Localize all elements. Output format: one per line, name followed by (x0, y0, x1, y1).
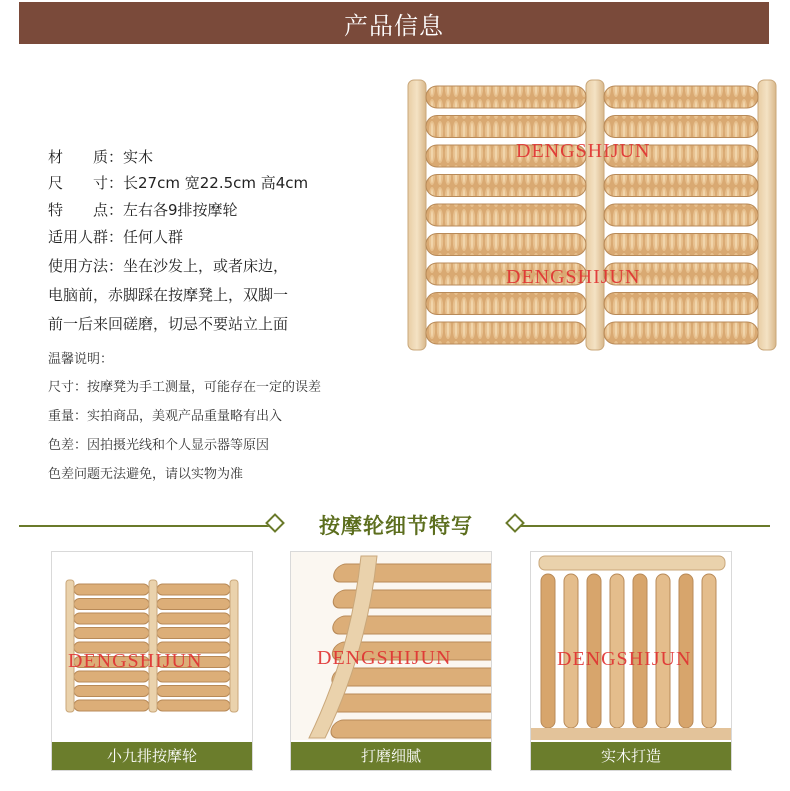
spec-material (48, 146, 153, 167)
section-title: 按摩轮细节特写 (319, 514, 473, 538)
massage-roller (74, 628, 149, 639)
detail-caption: 小九排按摩轮 (52, 742, 252, 770)
detail-caption: 实木打造 (531, 742, 731, 770)
note-title: 温馨说明： (48, 352, 114, 367)
massage-roller (329, 720, 491, 738)
massage-roller (157, 628, 230, 639)
spec-usage (48, 255, 288, 276)
massage-roller (604, 234, 758, 256)
spec-value: 长27cm 宽22.5cm 高4cm (123, 174, 309, 192)
detail-image (531, 552, 731, 740)
usage-line-2: 电脑前，赤脚踩在按摩凳上，双脚一 (48, 286, 289, 304)
detail-image (291, 552, 491, 740)
massage-roller (604, 293, 758, 315)
massage-roller (74, 584, 149, 595)
spec-label: 适用人群： (48, 228, 124, 246)
spec-audience (48, 226, 183, 247)
detail-card (530, 551, 732, 771)
detail-image (52, 552, 252, 740)
spec-value: 坐在沙发上，或者床边， (123, 257, 289, 275)
massage-roller (426, 86, 586, 108)
detail-caption: 打磨细腻 (291, 742, 491, 770)
detail-card (290, 551, 492, 771)
usage-line-3: 前一后来回磋磨，切忌不要站立上面 (48, 315, 289, 333)
spec-value: 任何人群 (123, 228, 184, 246)
massage-roller (426, 293, 586, 315)
massage-roller (541, 574, 555, 728)
massage-roller (426, 116, 586, 138)
massage-roller (329, 694, 491, 712)
massage-roller (604, 175, 758, 197)
massage-roller (74, 599, 149, 610)
product-main-image (404, 76, 780, 354)
watermark: DENGSHIJUN (68, 650, 203, 672)
spec-value: 左右各9排按摩轮 (123, 201, 238, 219)
massage-roller (604, 86, 758, 108)
massager-drawing (404, 76, 780, 354)
header-title: 产品信息 (344, 11, 444, 40)
massage-roller (331, 564, 491, 582)
massage-roller (604, 204, 758, 226)
watermark: DENGSHIJUN (317, 647, 452, 669)
massage-roller (157, 686, 230, 697)
massage-roller (702, 574, 716, 728)
section-divider-right (520, 525, 770, 527)
divider-ornament (505, 513, 525, 533)
massage-roller (157, 599, 230, 610)
detail-card (51, 551, 253, 771)
massage-roller (74, 613, 149, 624)
massage-roller (426, 175, 586, 197)
spec-label: 尺 寸： (48, 174, 124, 192)
massage-roller (74, 686, 149, 697)
spec-label: 材 质： (48, 148, 124, 166)
spec-label: 特 点： (48, 201, 124, 219)
massage-roller (157, 700, 230, 711)
massage-roller (426, 234, 586, 256)
massage-roller (157, 584, 230, 595)
section-divider-left (19, 525, 271, 527)
massage-roller (329, 668, 491, 686)
note-color: 色差：因拍摄光线和个人显示器等原因 (48, 438, 270, 453)
massage-roller (604, 322, 758, 344)
massage-roller (426, 204, 586, 226)
spec-size (48, 172, 308, 193)
spec-feature (48, 199, 238, 220)
spec-value: 实木 (123, 148, 154, 166)
spec-label: 使用方法： (48, 257, 124, 275)
massage-roller (604, 116, 758, 138)
watermark: DENGSHIJUN (506, 266, 641, 288)
divider-ornament (265, 513, 285, 533)
massage-roller (74, 700, 149, 711)
note-color-2: 色差问题无法避免，请以实物为准 (48, 467, 244, 482)
header-bar (19, 2, 769, 44)
note-size: 尺寸：按摩凳为手工测量，可能存在一定的误差 (48, 380, 322, 395)
massage-roller (426, 322, 586, 344)
watermark: DENGSHIJUN (557, 648, 692, 670)
massage-roller (157, 613, 230, 624)
note-weight: 重量：实拍商品，美观产品重量略有出入 (48, 409, 283, 424)
watermark: DENGSHIJUN (516, 140, 651, 162)
